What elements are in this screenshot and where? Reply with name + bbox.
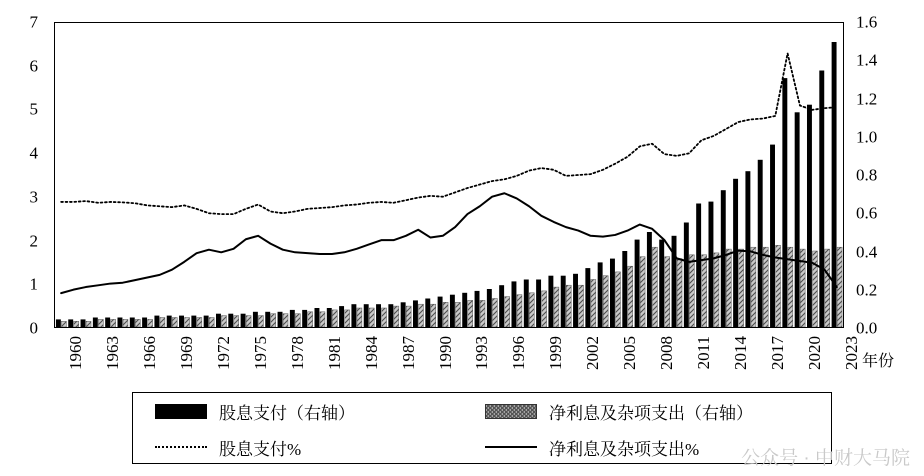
x-axis-title: 年份 [862,353,895,370]
bar-interest [86,321,91,327]
legend-label: 净利息及杂项支出% [549,439,700,459]
y-tick-right: 0.0 [856,318,878,338]
bar-interest [480,300,485,327]
plot-area [54,22,844,328]
legend-item-interest-bar [485,399,753,424]
legend-item-interest-pct [485,435,699,460]
y-tick-right: 1.2 [856,89,878,108]
bar-dividends [302,310,307,327]
bar-dividends [672,236,677,327]
bar-dividends [795,112,800,327]
bar-dividends [93,318,98,328]
x-tick: 2005 [620,336,640,370]
bar-dividends [339,306,344,327]
bar-interest [640,257,645,327]
bar-dividends [142,318,147,328]
bar-dividends [81,319,86,327]
y-tick-left: 0 [29,318,38,338]
y-tick-left: 7 [29,12,38,32]
bar-interest [197,318,202,328]
bar-dividends [364,304,369,327]
x-tick: 1972 [213,336,233,370]
bar-interest [505,297,510,327]
bar-interest [135,319,140,327]
bar-dividends [647,232,652,327]
bar-interest [726,249,731,327]
x-tick: 1984 [361,336,381,370]
bar-dividends [585,268,590,327]
bar-interest [468,300,473,327]
bar-interest [825,249,830,327]
bar-interest [616,272,621,327]
bar-interest [148,319,153,327]
bar-interest [603,276,608,327]
legend-label: 股息支付% [219,439,302,459]
bar-interest [739,249,744,327]
x-tick: 1978 [287,336,307,370]
chart-legend [132,392,832,464]
bar-dividends [167,316,172,327]
bar-dividends [327,308,332,327]
bar-dividends [425,299,430,328]
bar-interest [394,306,399,327]
bar-interest [258,316,263,327]
bar-dividends [499,285,504,327]
bar-interest [751,247,756,327]
bar-interest [222,316,227,327]
x-tick: 1960 [66,336,86,370]
bar-dividends [216,314,221,327]
bar-interest [714,253,719,327]
bar-dividends [462,293,467,327]
bar-dividends [278,312,283,327]
y-tick-left: 1 [29,274,38,294]
y-tick-left: 2 [29,231,38,251]
bar-dividends [68,319,73,327]
bar-interest [566,285,571,327]
bar-dividends [635,240,640,327]
bar-interest [345,310,350,327]
bar-dividends [524,280,529,328]
bar-interest [406,306,411,327]
bar-dividends [56,319,61,327]
x-tick: 2020 [804,336,824,370]
y-tick-right: 0.8 [856,165,878,185]
x-tick: 1981 [324,336,344,370]
bar-interest [61,321,66,327]
y-tick-right: 0.2 [856,280,878,300]
bar-interest [665,257,670,327]
bar-dividends [228,314,233,327]
bar-interest [111,319,116,327]
bar-dividends [191,316,196,327]
x-tick: 1999 [546,336,566,370]
x-tick: 2002 [583,336,603,370]
bar-interest [382,308,387,327]
bar-interest [123,319,128,327]
bar-dividends [511,281,516,327]
legend-item-dividends-pct [155,435,485,460]
bar-interest [492,299,497,328]
y-tick-right: 1.0 [856,127,878,147]
bar-dividends [265,312,270,327]
y-axis-left [0,12,46,338]
line-interest-pct [61,193,837,293]
x-tick: 1993 [472,336,492,370]
bar-interest [431,304,436,327]
y-tick-left: 5 [29,99,38,119]
bar-dividends [204,316,209,327]
bar-dividends [450,295,455,327]
bar-dividends [745,171,750,327]
bar-dividends [401,302,406,327]
bar-interest [160,318,165,328]
bar-interest [320,312,325,327]
bar-dividends [388,304,393,327]
bar-dividends [659,240,664,327]
y-tick-right: 0.4 [856,242,878,261]
y-tick-left: 4 [29,143,38,163]
bar-dividends [561,276,566,327]
solid-line-swatch-icon [485,446,537,448]
bar-interest [837,247,842,327]
hatched-bar-swatch-icon [485,404,537,419]
x-tick: 1975 [250,336,270,370]
x-tick: 2023 [841,336,861,370]
bar-dividends [548,276,553,327]
bar-interest [702,255,707,327]
bar-dividends [536,280,541,328]
bar-dividends [413,300,418,327]
y-tick-right: 0.6 [856,203,878,223]
watermark: 公众号 · 中财大马院 [741,448,910,469]
bar-dividends [598,262,603,327]
line-dividends-pct [61,53,837,214]
bar-interest [517,295,522,327]
bar-interest [295,314,300,327]
bar-interest [628,266,633,327]
bar-dividends [130,318,135,328]
bar-dividends [154,316,159,327]
bar-interest [554,287,559,327]
bar-dividends [487,289,492,327]
bar-dividends [758,160,763,327]
bar-interest [98,319,103,327]
x-tick: 1963 [103,336,123,370]
bar-interest [443,302,448,327]
bar-dividends [573,274,578,327]
bar-dividends [105,318,110,328]
x-tick: 2017 [767,336,787,370]
bar-dividends [351,304,356,327]
bar-interest [689,255,694,327]
x-tick: 1987 [398,336,418,370]
x-tick: 1990 [435,336,455,370]
bar-dividends [241,314,246,327]
bar-dividends [610,259,615,327]
legend-item-dividends-bar [155,399,485,424]
x-tick: 2008 [657,336,677,370]
bar-interest [677,259,682,327]
y-tick-right: 1.4 [856,50,878,70]
bar-dividends [721,190,726,327]
bar-dividends [438,297,443,327]
dotted-line-swatch-icon [155,446,207,448]
x-tick: 2014 [731,336,751,370]
bar-dividends [807,105,812,327]
bar-interest [652,247,657,327]
bar-interest [185,318,190,328]
y-tick-left: 6 [29,56,38,76]
y-tick-right: 1.6 [856,12,878,32]
bar-dividends [376,304,381,327]
bar-dividends [475,291,480,327]
bar-dividends [684,223,689,328]
bar-dividends [117,318,122,328]
bar-interest [357,308,362,327]
x-tick: 2011 [694,336,714,370]
x-tick: 1996 [509,336,529,370]
bar-interest [591,280,596,328]
bar-dividends [179,316,184,327]
bar-dividends [782,78,787,327]
bar-interest [283,314,288,327]
bar-dividends [622,251,627,327]
plot-inner [55,23,843,327]
bar-interest [209,318,214,328]
bar-dividends [290,310,295,327]
x-tick: 1969 [176,336,196,370]
bar-interest [542,291,547,327]
bar-interest [308,312,313,327]
x-tick: 1966 [140,336,160,370]
bar-interest [419,304,424,327]
solid-bar-swatch-icon [155,404,207,419]
bar-interest [234,316,239,327]
bar-dividends [696,204,701,328]
bar-interest [579,285,584,327]
legend-row-1 [133,393,831,429]
bar-interest [246,316,251,327]
y-axis-right [848,12,892,338]
bar-interest [172,318,177,328]
x-axis [54,334,861,394]
bar-interest [74,321,79,327]
bar-interest [332,310,337,327]
bar-dividends [708,202,713,327]
bar-dividends [770,145,775,327]
bar-interest [271,314,276,327]
bar-interest [763,247,768,327]
legend-label: 净利息及杂项支出（右轴） [549,403,753,423]
bar-interest [455,302,460,327]
chart-svg [55,23,843,327]
legend-row-2 [133,429,831,465]
bar-dividends [253,312,258,327]
bar-interest [529,293,534,327]
bar-interest [369,308,374,327]
bar-dividends [314,308,319,327]
y-tick-left: 3 [29,187,38,207]
legend-label: 股息支付（右轴） [219,403,355,423]
